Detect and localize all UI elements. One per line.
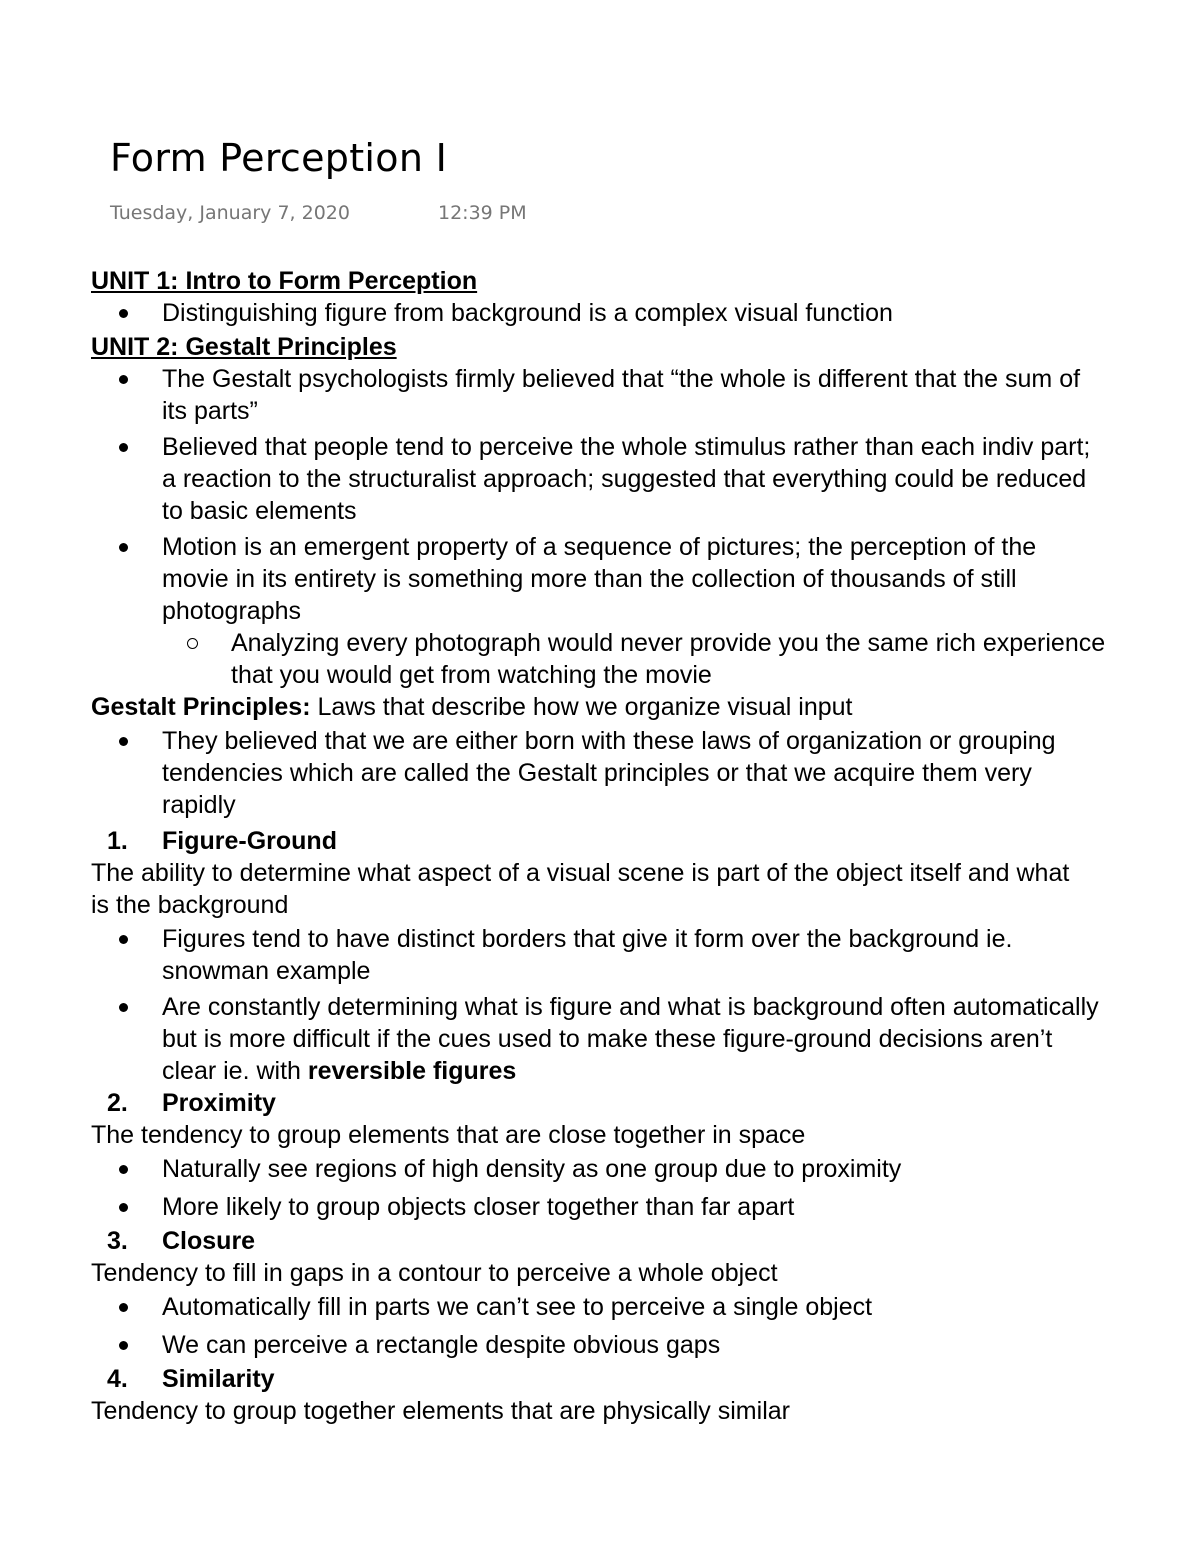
principle-title: Figure-Ground xyxy=(162,827,337,855)
list-item xyxy=(91,991,1200,1087)
principle-number: 4. xyxy=(107,1365,128,1393)
list-item-text: a reaction to the structuralist approach; suggested that everything could be reduced xyxy=(162,465,1087,493)
unit1-heading: UNIT 1: Intro to Form Perception xyxy=(91,267,478,295)
list-item xyxy=(91,1153,1200,1185)
bullet-icon xyxy=(119,1165,128,1174)
list-item-text: but is more difficult if the cues used to make these figure-ground decisions aren’t xyxy=(162,1025,1053,1053)
bullet-icon xyxy=(119,1003,128,1012)
principle-heading xyxy=(91,1363,1200,1395)
list-item xyxy=(91,531,1200,627)
gestalt-definition xyxy=(91,691,1200,723)
bullet-icon xyxy=(119,737,128,746)
list-item xyxy=(91,363,1200,427)
list-item-text: Figures tend to have distinct borders that give it form over the background ie. xyxy=(162,925,1013,953)
list-item-text: Are constantly determining what is figure and what is background often automatically xyxy=(162,993,1099,1021)
list-item-text: Distinguishing figure from background is a complex visual function xyxy=(162,299,893,327)
principle-definition: is the background xyxy=(91,891,289,919)
gestalt-label: Gestalt Principles: xyxy=(91,693,311,721)
list-item-text-plain: clear ie. with xyxy=(162,1057,308,1085)
bullet-icon xyxy=(119,1203,128,1212)
principle-definition: Tendency to fill in gaps in a contour to perceive a whole object xyxy=(91,1259,778,1287)
principle-title: Similarity xyxy=(162,1365,275,1393)
unit2-heading: UNIT 2: Gestalt Principles xyxy=(91,333,397,361)
bullet-icon xyxy=(119,443,128,452)
principle-definition: The tendency to group elements that are close together in space xyxy=(91,1121,806,1149)
hollow-bullet-icon xyxy=(187,638,198,649)
list-item-text: movie in its entirety is something more than the collection of thousands of still xyxy=(162,565,1017,593)
principle-title: Proximity xyxy=(162,1089,276,1117)
list-item xyxy=(91,1291,1200,1323)
principle-definition: The ability to determine what aspect of a visual scene is part of the object itself and what xyxy=(91,859,1070,887)
principle-number: 3. xyxy=(107,1227,128,1255)
list-item-text: Believed that people tend to perceive the whole stimulus rather than each indiv part; xyxy=(162,433,1091,461)
list-item xyxy=(91,725,1200,821)
bullet-icon xyxy=(119,1303,128,1312)
list-item-text: photographs xyxy=(162,597,302,625)
list-item-text: More likely to group objects closer together than far apart xyxy=(162,1193,795,1221)
note-time: 12:39 PM xyxy=(438,202,527,224)
list-item-text: snowman example xyxy=(162,957,371,985)
sub-list-item xyxy=(91,627,1200,691)
gestalt-definition-text: Laws that describe how we organize visual input xyxy=(310,693,853,721)
list-item-text: its parts” xyxy=(162,397,258,425)
list-item-text: The Gestalt psychologists firmly believed that “the whole is different that the sum of xyxy=(162,365,1081,393)
principle-heading xyxy=(91,825,1200,857)
list-item xyxy=(91,1329,1200,1361)
bullet-icon xyxy=(119,543,128,552)
bullet-icon xyxy=(119,375,128,384)
list-item-text: They believed that we are either born with these laws of organization or grouping xyxy=(162,727,1056,755)
list-item xyxy=(91,923,1200,987)
list-item xyxy=(91,1191,1200,1223)
list-item-text: rapidly xyxy=(162,791,236,819)
list-item xyxy=(91,431,1200,527)
list-item-text: Motion is an emergent property of a sequence of pictures; the perception of the xyxy=(162,533,1037,561)
reversible-figures-term: reversible figures xyxy=(307,1057,517,1085)
principle-number: 2. xyxy=(107,1089,128,1117)
note-date: Tuesday, January 7, 2020 xyxy=(110,202,350,224)
list-item-text: Automatically fill in parts we can’t see to perceive a single object xyxy=(162,1293,873,1321)
list-item-text: to basic elements xyxy=(162,497,357,525)
note-body xyxy=(91,265,1200,1427)
principle-number: 1. xyxy=(107,827,128,855)
bullet-icon xyxy=(119,935,128,944)
bullet-icon xyxy=(119,309,128,318)
list-item-text: that you would get from watching the movie xyxy=(231,661,712,689)
principle-title: Closure xyxy=(162,1227,256,1255)
list-item-text: Naturally see regions of high density as one group due to proximity xyxy=(162,1155,902,1183)
list-item-text xyxy=(162,1055,1200,1087)
principle-definition: Tendency to group together elements that are physically similar xyxy=(91,1397,790,1425)
page-title: Form Perception I xyxy=(110,136,448,180)
principle-heading xyxy=(91,1087,1200,1119)
bullet-icon xyxy=(119,1341,128,1350)
principle-heading xyxy=(91,1225,1200,1257)
list-item xyxy=(91,297,1200,329)
list-item-text: We can perceive a rectangle despite obvious gaps xyxy=(162,1331,721,1359)
list-item-text: tendencies which are called the Gestalt principles or that we acquire them very xyxy=(162,759,1032,787)
list-item-text: Analyzing every photograph would never provide you the same rich experience xyxy=(231,629,1106,657)
